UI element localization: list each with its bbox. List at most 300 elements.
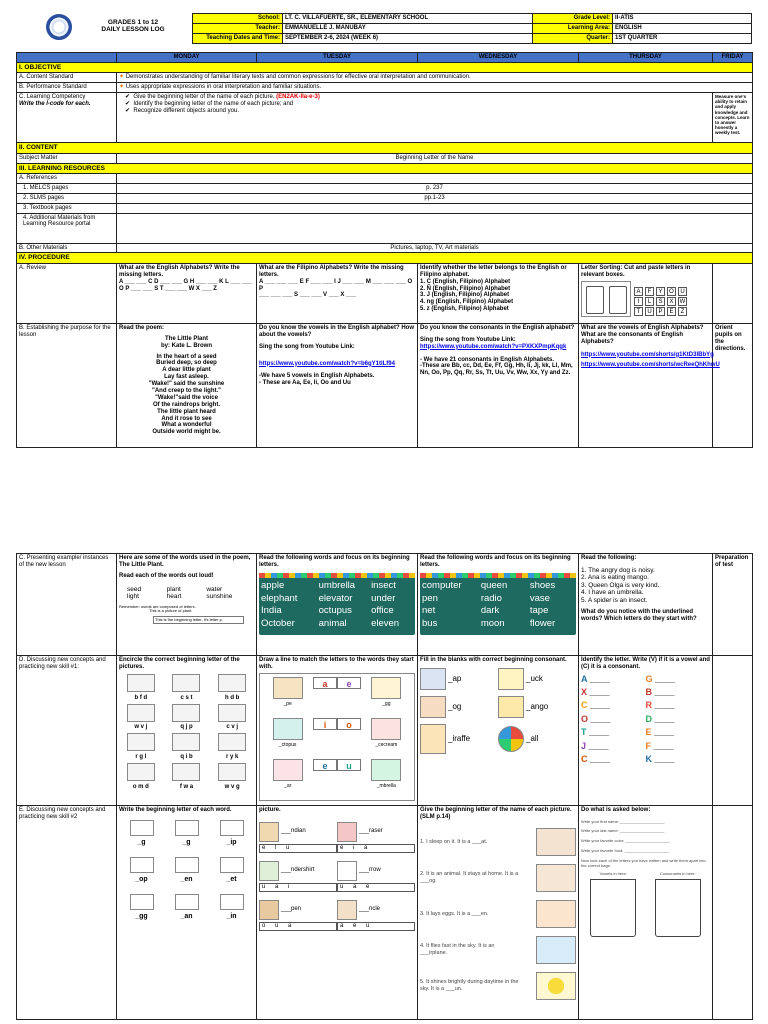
review-tuesday-q: What are the Filipino Alphabets? Write the missing letters. [259, 264, 404, 278]
match-instructions: Draw a line to match the letters to the words they start with. [259, 657, 414, 670]
sentence: 1. The angry dog is noisy. [581, 566, 655, 574]
picture [218, 763, 246, 781]
letter-cell: Y [656, 287, 665, 296]
letter-cell: U [645, 307, 654, 316]
poem-line: Lay fast asleep. [164, 374, 209, 381]
mat-picture [536, 828, 576, 856]
fill-instructions: Fill in the blanks with correct beginning consonant. [420, 657, 567, 663]
ball-picture [498, 726, 524, 752]
vowel-words-board [259, 573, 415, 635]
discussing-1-label: D. Discussing new concepts and practicing new skill #1: [17, 656, 117, 806]
picture [175, 894, 199, 910]
word-list [127, 586, 246, 601]
performance-standard-label: B. Performance Standard [17, 83, 117, 93]
vowels-sing: Sing the song from Youtube Link: [259, 343, 355, 350]
grade-label: Grade Level: [533, 14, 613, 24]
section-objective: I. OBJECTIVE [17, 62, 753, 72]
identify-item: X ____ [581, 687, 610, 698]
lesson-table-page2 [16, 553, 753, 1020]
picture [130, 820, 154, 836]
consonants-question: Do you know the consonants in the English alphabet? [420, 324, 575, 331]
poem-line: "Wake!" said the sunshine [148, 381, 225, 388]
quarter-label: Quarter: [533, 33, 613, 43]
day-monday: MONDAY [117, 53, 257, 63]
thursday-task-instructions: Do what is asked below: [581, 807, 651, 813]
textbook-label: 3. Textbook pages [17, 203, 117, 213]
match-word: _mbrella [376, 782, 396, 789]
letter-choices: b f d [134, 694, 148, 701]
area-label: Learning Area: [533, 23, 613, 33]
octopus-picture [273, 718, 303, 740]
discussing-2-label: E. Discussing new concepts and practicing new skill #2 [17, 806, 117, 1020]
poem-line: In the heart of a seed [156, 353, 217, 360]
match-word: _pe [283, 700, 292, 707]
word: heart [166, 593, 182, 601]
worksheet-line: Write your first name: [581, 818, 619, 824]
review-tuesday-line1: A ___ ___ ___ E F ___ ___ I J ___ ___ M ___ ___ ___ O P [259, 278, 413, 292]
match-letter: e [313, 759, 337, 771]
match-worksheet [259, 673, 415, 801]
melcs-label: 1. MELCS pages [17, 183, 117, 193]
riddle: 1. I sleep on it. It is a ___at. [420, 838, 488, 845]
teacher-value: EMMANUELLE J. MANUBAY [283, 23, 533, 33]
dates-value: SEPTEMBER 2-6, 2024 (WEEK 6) [283, 33, 533, 43]
letter-choices: q i b [180, 754, 193, 761]
day-header-row [17, 53, 753, 63]
identify-item: C ____ [581, 700, 611, 711]
presenting-tuesday-intro: Read the following words and focus on its beginning letters. [259, 555, 410, 568]
match-letter: e [337, 677, 361, 689]
references-label: A. References [17, 173, 117, 183]
ear-picture [273, 759, 303, 781]
board-word: apple [261, 579, 285, 591]
identify-item: C ____ [581, 753, 611, 764]
review-tuesday-line2: ___ ___ ___ S ___ ___ V ___ X ___ [259, 292, 357, 299]
review-wed-item-1: 1. C (English, Filipino) Alphabet [420, 278, 511, 285]
egg-picture [371, 677, 401, 699]
airplane-picture [536, 936, 576, 964]
vowels-note-1: -We have 5 vowels in English Alphabets. [259, 373, 375, 380]
dog-picture [536, 864, 576, 892]
letter-choices: w v g [224, 784, 240, 791]
arrow-picture [337, 861, 357, 881]
poem-line: "And creep to the light." [151, 388, 222, 395]
consonants-note-1: - We have 21 consonants in English Alphabets. [420, 356, 555, 363]
poem-line: Outside world might be. [152, 429, 221, 436]
review-wed-item-2: 2. Ñ (English, Filipino) Alphabet [420, 285, 511, 292]
board-word: moon [480, 618, 505, 630]
quarter-value: 1ST QUARTER [613, 33, 752, 43]
dog-picture [420, 696, 446, 718]
letter-cell: W [679, 299, 686, 305]
shirt-boxes-picture [581, 281, 631, 317]
slms-label: 2. SLMS pages [17, 193, 117, 203]
letter-options: o u a [259, 922, 337, 931]
fill-word: _ango [526, 702, 549, 712]
vowels-youtube-link[interactable]: https://www.youtube.com/watch?v=b6gY1tlLf94 [259, 360, 395, 367]
header-table [192, 13, 752, 44]
poem-author: by: Kate L. Brown [160, 342, 212, 349]
bag-label-vowels: Vowels in here: [599, 871, 627, 877]
riddle: 3. It lays eggs. It is a ___en. [420, 910, 489, 917]
ape-picture [273, 677, 303, 699]
plant-caption: This is a picture of plant. [149, 608, 193, 614]
board-word: radio [480, 592, 502, 604]
board-word: under [371, 592, 396, 604]
letter-options: u a e [337, 883, 415, 892]
consonants-note-2: -These are Bb, cc, Dd, Ee, Ff, Gg, Hh, Ii, Jj, kk, Ll, Mm, Nn, Oo, Pp, Qq, Rr, Ss, Tt, Uu, Vv, Ww, Xx, Yy and Zz. [420, 363, 573, 377]
open-door-picture [259, 900, 279, 920]
board-word: queen [480, 579, 508, 591]
review-monday-q: What are the English Alphabets? Write the missing letters. [119, 264, 240, 278]
poem-intro: Read the poem: [119, 324, 165, 331]
review-thursday-q: Letter Sorting: Cut and paste letters in relevant boxes. [581, 264, 691, 278]
board-word: insect [371, 579, 396, 591]
thursday-youtube-link-1[interactable]: https://www.youtube.com/shorts/g1KtD3lBbYg [581, 351, 714, 358]
slms-value: pp.1-23 [117, 193, 753, 203]
letter-choices: c v j [226, 724, 238, 731]
review-monday-line1: A ___ ___ C D ___ ___ G H ___ ___ K L ___ ___ [119, 278, 253, 285]
undershirt-picture [259, 861, 279, 881]
choose-word: ___ndian [281, 828, 306, 835]
icecream-picture [371, 718, 401, 740]
beginning-letter-instructions: Write the beginning letter of each word. [119, 807, 232, 813]
word-blank: _g [137, 838, 146, 846]
picture [220, 894, 244, 910]
competency-item-3: Recognize different objects around you. [133, 107, 239, 114]
riddle-worksheet [420, 824, 576, 1004]
sentence: 3. Queen Olga is very kind. [581, 581, 660, 589]
match-word: _cecream [375, 741, 398, 748]
picture [127, 674, 155, 692]
presenting-monday-read: Read each of the words out loud! [119, 572, 214, 579]
header-title [78, 19, 188, 34]
encircle-instructions: Encircle the correct beginning letter of the pictures. [119, 657, 240, 670]
competency-label: C. Learning Competency [19, 94, 86, 101]
sentence: 4. I have an umbrella. [581, 589, 644, 597]
match-word: _ctopus [278, 741, 297, 748]
board-word: elephant [261, 592, 298, 604]
worksheet-line: Write your favorite food: [581, 847, 624, 853]
word-blank: _op [135, 875, 148, 883]
fill-worksheet [420, 668, 576, 754]
presenting-thursday-intro: Read the following: [581, 555, 637, 561]
review-wed-item-4: 4. ng (English, Filipino) Alphabet [420, 299, 514, 306]
identify-item: O ____ [581, 713, 611, 724]
hen-picture [536, 900, 576, 928]
indian-picture [259, 822, 279, 842]
day-tuesday: TUESDAY [257, 53, 418, 63]
review-wed-item-3: 3. J (English, Filipino) Alphabet [420, 292, 510, 299]
melcs-value: p. 237 [117, 183, 753, 193]
poem-line: A dear little plant [162, 367, 211, 374]
grade-value: II-ATIS [613, 14, 752, 24]
uncle-picture [337, 900, 357, 920]
name-worksheet: Write your first name: ____________________ Write your last name: ____________________ Write your favorite color: ____________________ Write your favorite food: ____________________ Now look each of the letters you have written and write them apart into the correct bags: Vowels in here: Consonants in here: [581, 820, 710, 937]
letter-cell: U [678, 287, 687, 296]
beginning-letter-box: This is the beginning letter, it's letter p. [153, 616, 244, 625]
board-word: tape [529, 605, 549, 617]
board-word: computer [422, 579, 462, 591]
header-title-line1: GRADES 1 to 12 [107, 19, 159, 26]
poem-title: The Little Plant [164, 335, 208, 342]
board-word: animal [318, 618, 347, 630]
identify-item: A ____ [581, 673, 610, 684]
word-blank: _et [226, 875, 237, 883]
section-procedure: IV. PROCEDURE [17, 253, 753, 263]
subject-matter-text: Beginning Letter of the Name [117, 153, 753, 163]
picture [130, 894, 154, 910]
identify-item: B ____ [645, 687, 675, 698]
word-blank: _g [182, 838, 191, 846]
identify-item: G ____ [645, 673, 676, 684]
board-word: vase [529, 592, 550, 604]
letter-choices: w v j [134, 724, 148, 731]
tuesday-picture-instructions: picture. [259, 807, 281, 813]
match-letter: i [313, 718, 337, 730]
duck-picture [498, 668, 524, 690]
cap-picture [420, 668, 446, 690]
word-blank: _an [180, 912, 193, 920]
other-materials-value: Pictures, laptop, TV, Art materials [117, 243, 753, 253]
letter-cell: Z [678, 307, 687, 316]
consonants-youtube-link[interactable]: https://www.youtube.com/watch?v=PXKXPmpKqgk [420, 343, 567, 350]
lesson-table-page1: MONDAY TUESDAY WEDNESDAY THURSDAY FRIDAY I. OBJECTIVE A. Content Standard ✦ Demonstrates understanding of familiar literary texts and common expressions for effective oral interpretation and communication. B. Performance Standard ✦ Uses appropriate expressions in oral interpretation and familiar situations. C. Learning Competency Write the l-code for each. ✔ Give the beginning letter of the name of each picture. (EN2AK-IIa-e-3) ✔ Identify the beginning letter of the name of each picture; and ✔ Recognize different objects around you. Measure one's ability to retain and apply knowledge and concepts. Learn to answer honestly a weekly test. II. CONTENT Subject Matter Beginning Letter of the Name III. LEARNING RESOURCES A. References 1. MELCS pages p. 237 2. SLMS pages pp.1-23 3. Textbook pages 4. Additional Materials from Learning Resource portal B. Other Materials Pictures, laptop, TV, Art materials IV. PROCEDURE A. Review What are the English Alphabets? Write the missing letters. A ___ ___ C D ___ ___ G H ___ ___ K L ___ ___ O P ___ ___ S T ___ ___ W X ___ Z What are the Filipino Alphabets? Write the missing letters. A ___ ___ ___ E F ___ ___ I J ___ ___ M ___ ___ ___ O P ___ ___ ___ S ___ ___ V ___ X ___ Identify whether the letter belongs to the English or Filipino alphabet. 1. C (English, Filipino) Alphabet 2. Ñ (English, Filipino) Alphabet 3. J (English, Filipino) Alphabet 4. ng (English, Filipino) Alphabet 5. z (English, Filipino) Alphabet Letter Sorting: Cut and paste letters in relevant boxes. A F Y O U I L S X W T U P E Z B. Establishing the purpose for the lesson Read the poem: The Little Plant by: Kate L. Brown In the heart of a seed Buried deep, so deep A dear little plant Lay fast asleep. "Wake!" said the sunshine "And creep to the light." "Wake!"said the voice Of the raindrops bright. The little plant heard And it rose to see What a wonderful Outside world might be. Do you know the vowels in the English alphabet? How about the vowels? Sing the song from Youtube Link: https://www.youtube.com/watch?v=b6gY1tlLf94 -We have 5 vowels in English Alphabets. - These are Aa, Ee, Ii, Oo and Uu Do you know the consonants in the English alphabet? Sing the song from Youtube Link: https://www.youtube.com/watch?v=PXKXPmpKqgk - We have 21 consonants in English Alphabets. -These are Bb, cc, Dd, Ee, Ff, Gg, Hh, Ii, Jj, kk, Ll, Mm, Nn, Oo, Pp, Qq, Rr, Ss, Tt, Uu, Vv, Ww, Xx, Yy and Zz. What are the vowels of English Alphabets? What are the consonants of English Alphabets? https://www.youtube.com/shorts/g1KtD3lBbYg https://www.youtube.com/shorts/wcReeQhKhwU Orient pupils on the directions. [16, 52, 753, 448]
poem-line: What a wonderful [161, 422, 212, 429]
board-word: India [261, 605, 282, 617]
picture [172, 704, 200, 722]
review-label: A. Review [17, 263, 117, 323]
poem-body [119, 354, 254, 437]
word: sunshine [206, 593, 233, 601]
letter-choices: h d b [224, 694, 240, 701]
thursday-youtube-link-2[interactable]: https://www.youtube.com/shorts/wcReeQhKhwU [581, 362, 720, 369]
identify-worksheet [581, 674, 710, 764]
header-title-line2: DAILY LESSON LOG [101, 26, 165, 34]
review-wed-item-5: 5. z (English, Filipino) Alphabet [420, 306, 509, 313]
choose-letter-worksheet [259, 822, 415, 931]
consonant-words-board [420, 573, 576, 635]
competency-item-1: Give the beginning letter of the name of each picture. [133, 94, 275, 101]
review-monday-line2: O P ___ ___ S T ___ ___ W X ___ Z [119, 285, 217, 292]
poem-line: Buried deep, so deep [156, 360, 217, 367]
board-word: elevator [318, 592, 353, 604]
choose-word: ___rrow [359, 867, 381, 874]
content-standard-text: Demonstrates understanding of familiar literary texts and common expressions for effective oral interpretation and communication. [125, 74, 471, 81]
identify-item: F ____ [645, 740, 674, 751]
section-content: II. CONTENT [17, 143, 753, 153]
giraffe-picture [420, 724, 446, 754]
picture [172, 733, 200, 751]
beginning-letter-worksheet [119, 820, 254, 921]
paper-bag-consonants [655, 879, 701, 937]
word-blank: _en [180, 875, 193, 883]
poem-line: "Wake!"said the voice [155, 394, 218, 401]
fill-word: _iraffe [448, 734, 471, 744]
word: water [206, 585, 223, 593]
letter-choices: o m d [132, 784, 149, 791]
match-word: _ar [284, 782, 292, 789]
letter-choices: c s t [180, 694, 193, 701]
board-word: flower [529, 618, 556, 630]
letter-choices: r g l [135, 754, 147, 761]
board-word: pen [422, 592, 438, 604]
other-materials-label: B. Other Materials [17, 243, 117, 253]
encircle-grid [119, 674, 254, 791]
picture [127, 704, 155, 722]
poem-line: And it rose to see [161, 415, 212, 422]
board-word: October [261, 618, 295, 630]
sentence: 5. A spider is an insect. [581, 596, 648, 604]
subject-matter-label: Subject Matter [17, 153, 117, 163]
section-resources: III. LEARNING RESOURCES [17, 163, 753, 173]
letter-cell: E [667, 307, 676, 316]
school-label: School: [193, 14, 283, 24]
letter-options: e i a [337, 844, 415, 853]
letter-cell: I [634, 297, 643, 306]
deped-seal [46, 14, 72, 40]
poem-line: The little plant heard [157, 408, 216, 415]
word: light [127, 593, 139, 601]
letter-options: e l u [259, 844, 337, 853]
word-blank: _in [226, 912, 237, 920]
letter-grid [634, 287, 688, 317]
letter-choices: q j p [180, 724, 193, 731]
board-word: octupus [318, 605, 352, 617]
fill-word: _uck [526, 674, 543, 684]
letter-choices: f w a [179, 784, 194, 791]
picture [127, 733, 155, 751]
sun-picture [536, 972, 576, 1000]
board-word: shoes [529, 579, 556, 591]
identify-instructions: Identify the letter. Write (V) if it is a vowel and (C) it is a consonant. [581, 657, 710, 670]
letter-cell: F [645, 287, 654, 296]
day-wednesday: WEDNESDAY [418, 53, 579, 63]
match-letter: a [313, 677, 337, 689]
picture [220, 820, 244, 836]
word: seed [127, 585, 142, 593]
board-word: bus [422, 618, 438, 630]
competency-friday: Measure one's ability to retain and apply knowledge and concepts. Learn to answer honestly a weekly test. [713, 93, 753, 143]
picture [218, 733, 246, 751]
vowels-note-2: - These are Aa, Ee, Ii, Oo and Uu [259, 380, 351, 387]
letter-options: u a i [259, 883, 337, 892]
picture [220, 857, 244, 873]
vowels-question: Do you know the vowels in the English alphabet? How about the vowels? [259, 324, 415, 338]
identify-item: T ____ [581, 727, 610, 738]
friday-orient: Orient pupils on the directions. [713, 323, 753, 447]
remember-note: Remember: words are composed of letters. [119, 603, 196, 609]
picture [218, 674, 246, 692]
match-letter: o [337, 718, 361, 730]
presenting-wednesday-intro: Read the following words and focus on its beginning letters. [420, 555, 571, 568]
letter-cell: P [656, 307, 665, 316]
school-value: LT. C. VILLAFUERTE, SR., ELEMENTARY SCHOOL [283, 14, 533, 24]
letter-cell: O [667, 287, 676, 296]
mango-picture [498, 696, 524, 718]
match-letter: u [337, 759, 361, 771]
match-word: _gg [382, 700, 391, 707]
letter-cell: L [645, 297, 654, 306]
worksheet-note: Now look each of the letters you have written and write them apart into the correct bags: [581, 858, 706, 868]
identify-item: J ____ [581, 740, 609, 751]
choose-word: ___pen [281, 906, 302, 913]
presenting-thursday-question: What do you notice with the underlined words? Which letters do they start with? [581, 609, 697, 623]
competency-code: (EN2AK-IIa-e-3) [276, 94, 320, 101]
letter-choices: r y k [225, 754, 239, 761]
umbrella-picture [371, 759, 401, 781]
eraser-picture [337, 822, 357, 842]
dates-label: Teaching Dates and Time: [193, 33, 283, 43]
letter-cell: A [634, 287, 643, 296]
presenting-label: C. Presenting example/ instances of the new lesson [17, 554, 117, 656]
identify-item: K ____ [645, 753, 675, 764]
letter-cell: T [634, 307, 643, 316]
competency-note: Write the l-code for each. [19, 101, 91, 108]
picture [127, 763, 155, 781]
thursday-consonants-q: What are the consonants of English Alphabets? [581, 331, 684, 345]
sentence: 2. Ana is eating mango. [581, 574, 649, 582]
word-blank: _ip [226, 838, 237, 846]
picture [218, 704, 246, 722]
identify-item: D ____ [645, 713, 675, 724]
board-word: umbrella [318, 579, 356, 591]
additional-materials-label: 4. Additional Materials from Learning Resource portal [17, 213, 117, 243]
thursday-vowels-q: What are the vowels of English Alphabets? [581, 324, 704, 331]
day-thursday: THURSDAY [579, 53, 713, 63]
riddle: 5. It shines brightly during daytime in the sky. It is a ___un. [420, 979, 519, 992]
word-blank: _gg [135, 912, 148, 920]
letter-options: a e u [337, 922, 415, 931]
identify-item: R ____ [645, 700, 675, 711]
teacher-label: Teacher: [193, 23, 283, 33]
board-word: eleven [371, 618, 400, 630]
word: plant [166, 585, 181, 593]
picture [172, 763, 200, 781]
competency-item-2: Identify the beginning letter of the name of each picture; and [133, 101, 294, 108]
board-word: dark [480, 605, 500, 617]
worksheet-line: Write your favorite color: [581, 838, 625, 844]
content-standard-label: A. Content Standard [17, 73, 117, 83]
board-word: office [371, 605, 394, 617]
day-friday: FRIDAY [713, 53, 753, 63]
fill-word: _all [526, 734, 539, 744]
riddle: 4. It flies fast in the sky. It is an ___irplane. [420, 943, 495, 956]
picture [175, 857, 199, 873]
letter-cell: X [667, 297, 676, 306]
fill-word: _og [448, 702, 462, 712]
picture [175, 820, 199, 836]
poem-line: Of the raindrops bright. [153, 401, 220, 408]
board-word: net [422, 605, 436, 617]
worksheet-line: Write your last name: [581, 828, 619, 834]
area-value: ENGLISH [613, 23, 752, 33]
letter-cell: S [656, 297, 665, 306]
consonants-sing: Sing the song from Youtube Link: [420, 336, 516, 343]
performance-standard-text: Uses appropriate expressions in oral interpretation and familiar situations. [125, 84, 322, 91]
picture [130, 857, 154, 873]
choose-word: ___ndershirt [281, 867, 315, 874]
bag-label-consonants: Consonants in here: [659, 871, 696, 877]
choose-word: ___raser [359, 828, 383, 835]
wednesday-slm-instructions: Give the beginning letter of the name of each picture. (SLM p.14) [420, 807, 572, 820]
fill-word: _ap [448, 674, 462, 684]
review-wednesday-q: Identify whether the letter belongs to the English or Filipino alphabet. [420, 264, 567, 278]
riddle: 2. It is an animal. It stays at home. It is a ___og. [420, 871, 519, 884]
picture [172, 674, 200, 692]
friday-preparation: Preparation of test [713, 554, 753, 656]
identify-item: E ____ [645, 727, 675, 738]
